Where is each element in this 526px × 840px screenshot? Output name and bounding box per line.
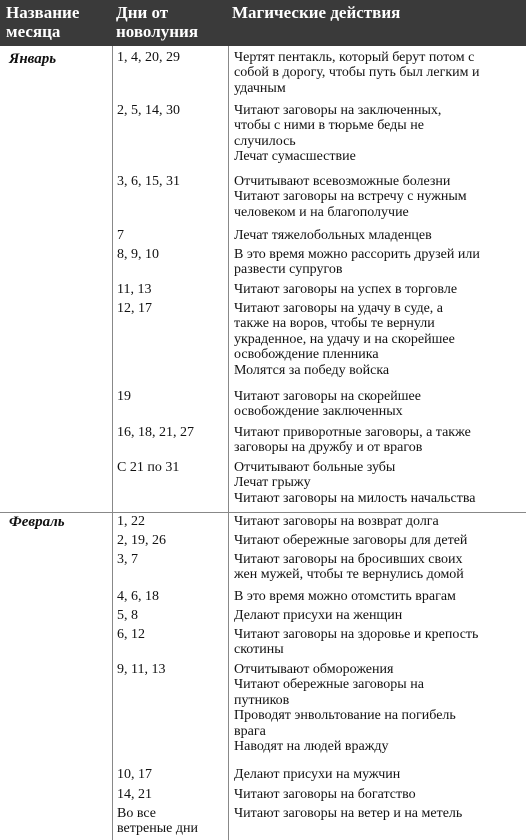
action-cell: Делают присухи на женщин	[234, 608, 403, 623]
column-divider	[112, 46, 113, 840]
days-cell: С 21 по 31	[117, 460, 180, 475]
action-cell: Читают приворотные заговоры, а также заговоры на дружбу и от врагов	[234, 425, 471, 456]
table-header	[0, 0, 526, 46]
action-cell: Читают заговоры на богатство	[234, 787, 416, 802]
header-days: Дни от новолуния	[116, 3, 199, 41]
action-cell: Читают обережные заговоры для детей	[234, 533, 468, 548]
days-cell: Во все ветреные дни	[117, 806, 198, 837]
action-cell: Читают заговоры на возврат долга	[234, 514, 439, 529]
action-cell: Делают присухи на мужчин	[234, 767, 401, 782]
days-cell: 3, 6, 15, 31	[117, 174, 180, 189]
month-january: Январь	[9, 51, 57, 67]
days-cell: 19	[117, 389, 131, 404]
action-cell: Читают заговоры на здоровье и крепость скотины	[234, 627, 479, 658]
month-february: Февраль	[9, 514, 65, 530]
month-divider	[0, 512, 526, 513]
days-cell: 1, 22	[117, 514, 145, 529]
days-cell: 2, 19, 26	[117, 533, 166, 548]
days-cell: 10, 17	[117, 767, 152, 782]
action-cell: Отчитывают обморожения Читают обережные заговоры на путников Проводят энвольтование на погибель врага Наводят на людей вражду	[234, 662, 456, 755]
days-cell: 5, 8	[117, 608, 138, 623]
days-cell: 14, 21	[117, 787, 152, 802]
action-cell: Читают заговоры на ветер и на метель	[234, 806, 463, 821]
days-cell: 3, 7	[117, 552, 138, 567]
days-cell: 16, 18, 21, 27	[117, 425, 194, 440]
action-cell: Чертят пентакль, который берут потом с собой в дорогу, чтобы путь был легким и удачным	[234, 50, 480, 96]
action-cell: В это время можно рассорить друзей или развести супругов	[234, 247, 480, 278]
days-cell: 1, 4, 20, 29	[117, 50, 180, 65]
action-cell: В это время можно отомстить врагам	[234, 589, 456, 604]
action-cell: Читают заговоры на бросивших своих жен мужей, чтобы те вернулись домой	[234, 552, 464, 583]
days-cell: 2, 5, 14, 30	[117, 103, 180, 118]
days-cell: 8, 9, 10	[117, 247, 159, 262]
days-cell: 12, 17	[117, 301, 152, 316]
action-cell: Отчитывают всевозможные болезни Читают заговоры на встречу с нужным человеком и на благополучие	[234, 174, 467, 220]
header-month: Название месяца	[6, 3, 80, 41]
action-cell: Читают заговоры на заключенных, чтобы с ними в тюрьме беды не случилось Лечат сумасшествие	[234, 103, 442, 165]
action-cell: Читают заговоры на успех в торговле	[234, 282, 458, 297]
action-cell: Отчитывают больные зубы Лечат грыжу Читают заговоры на милость начальства	[234, 460, 476, 506]
days-cell: 9, 11, 13	[117, 662, 166, 677]
action-cell: Читают заговоры на удачу в суде, а также на воров, чтобы те вернули украденное, на удачу и на скорейшее освобождение пленника Молятся за победу войска	[234, 301, 455, 378]
column-divider	[228, 46, 229, 840]
days-cell: 6, 12	[117, 627, 145, 642]
header-actions: Магические действия	[232, 3, 401, 22]
days-cell: 11, 13	[117, 282, 152, 297]
action-cell: Читают заговоры на скорейшее освобождение заключенных	[234, 389, 421, 420]
days-cell: 7	[117, 228, 124, 243]
days-cell: 4, 6, 18	[117, 589, 159, 604]
action-cell: Лечат тяжелобольных младенцев	[234, 228, 432, 243]
